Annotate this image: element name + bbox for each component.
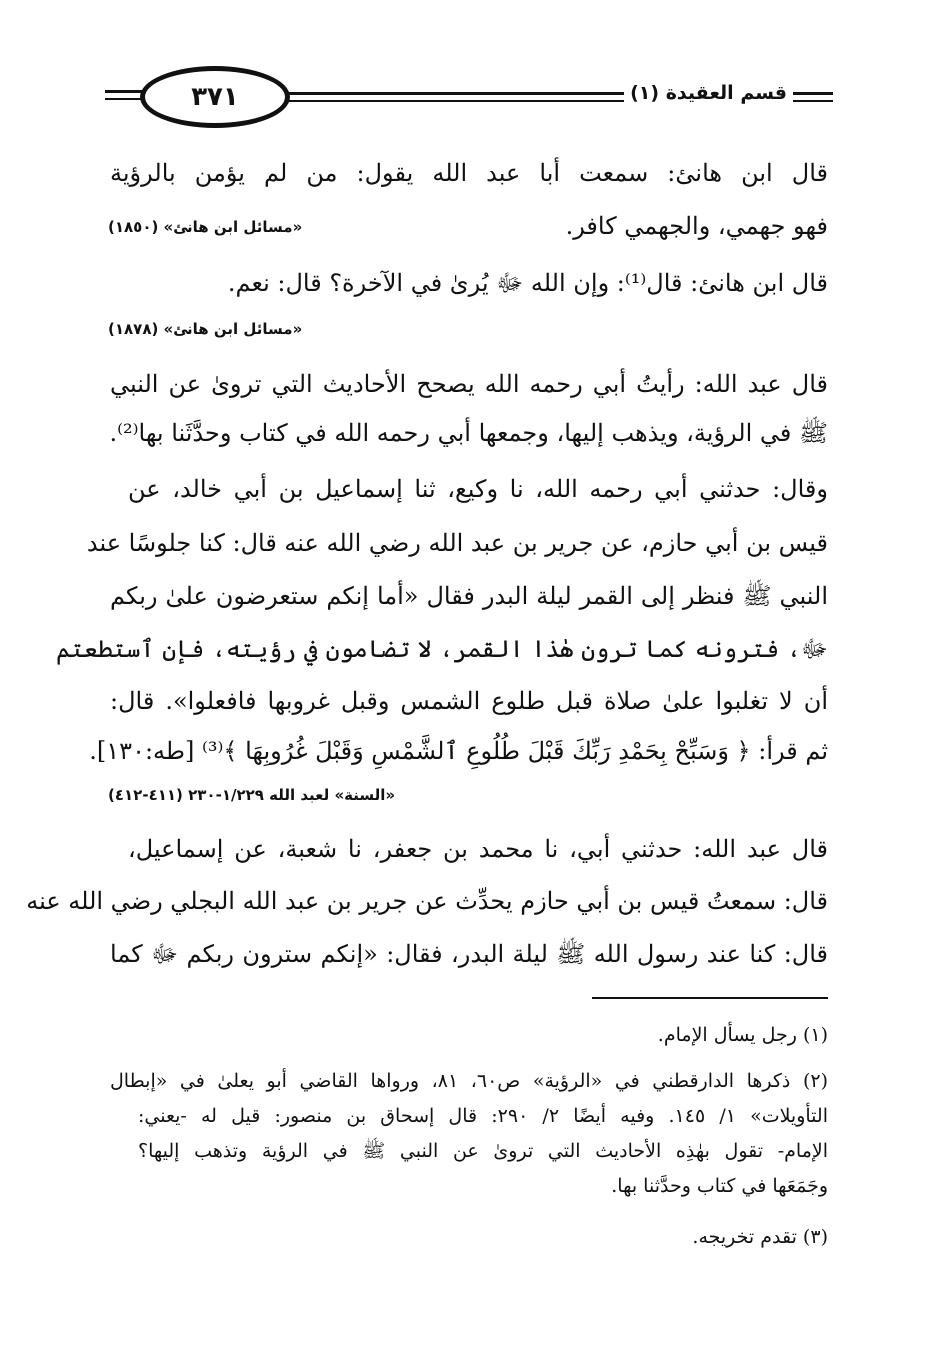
page-header: [105, 62, 833, 142]
body-line: فهو جهمي، والجهمي كافر.: [565, 212, 828, 240]
source-citation: «مسائل ابن هانئ» (١٨٥٠): [108, 218, 303, 236]
footnote-line: التأويلات» ١/ ١٤٥. وفيه أيضًا ٢/ ٢٩٠: قال إسحاق بن منصور: قيل له -يعني:: [138, 1105, 828, 1127]
running-title: قسم العقيدة (١): [624, 82, 793, 104]
body-line: قال عبد الله: حدثني أبي، نا محمد بن جعفر، نا شعبة، عن إسماعيل،: [128, 835, 828, 863]
header-rule-left-lower: [105, 98, 145, 100]
footnote-separator: [592, 997, 828, 999]
header-rule-left: [105, 90, 145, 93]
body-line: النبي ﷺ فنظر إلى القمر ليلة البدر فقال «أما إنكم ستعرضون علىٰ ربكم: [110, 582, 828, 610]
body-line: قال عبد الله: رأيتُ أبي رحمه الله يصحح الأحاديث التي تروىٰ عن النبي: [110, 370, 828, 398]
body-line: ثم قرأ: ﴿ وَسَبِّحْ بِحَمْدِ رَبِّكَ قَبْلَ طُلُوعِ ٱلشَّمْسِ وَقَبْلَ غُرُوبِهَا ﴾⁽³⁾ [طه:١٣٠].: [89, 737, 828, 765]
footnote-line: وجَمَعَها في كتاب وحدَّثنا بها.: [611, 1175, 828, 1197]
body-line: قيس بن أبي حازم، عن جرير بن عبد الله رضي الله عنه قال: كنا جلوسًا عند: [86, 529, 828, 557]
footnote-line: (١) رجل يسأل الإمام.: [657, 1024, 828, 1046]
body-line: قال: كنا عند رسول الله ﷺ ليلة البدر، فقال: «إنكم سترون ربكم ﷻ كما: [110, 940, 829, 968]
body-line: قال: سمعتُ قيس بن أبي حازم يحدِّث عن جرير بن عبد الله البجلي رضي الله عنه: [26, 887, 828, 915]
body-line: ﷺ في الرؤية، ويذهب إليها، وجمعها أبي رحمه الله في كتاب وحدَّثَنا بها⁽²⁾.: [109, 419, 828, 447]
body-line: أن لا تغلبوا علىٰ صلاة قبل طلوع الشمس وقبل غروبها فافعلوا». قال:: [110, 687, 828, 715]
page-number: ٣٧١: [140, 66, 290, 128]
source-citation: «مسائل ابن هانئ» (١٨٧٨): [108, 320, 303, 338]
source-citation: «السنة» لعبد الله ١/٢٢٩-٢٣٠ (٤١١-٤١٢): [108, 786, 396, 804]
footnote-line: (٢) ذكرها الدارقطني في «الرؤية» ص٦٠، ٨١، ورواها القاضي أبو يعلىٰ في «إبطال: [110, 1070, 828, 1092]
footnote-line: (٣) تقدم تخريجه.: [692, 1226, 828, 1248]
body-line: ﷻ، فترونه كما ترون هٰذا القمر، لا تضامون في رؤيته، فإن ٱستطعتم: [56, 635, 828, 663]
body-line: قال ابن هانئ: سمعت أبا عبد الله يقول: من لم يؤمن بالرؤية: [110, 159, 828, 187]
footnote-line: الإمام- تقول بهٰذِه الأحاديث التي تروىٰ عن النبي ﷺ في الرؤية وتذهب إليها؟: [138, 1140, 828, 1162]
body-line: وقال: حدثني أبي رحمه الله، نا وكيع، ثنا إسماعيل بن أبي خالد، عن: [128, 475, 828, 503]
body-line: قال ابن هانئ: قال⁽¹⁾: وإن الله ﷻ يُرىٰ في الآخرة؟ قال: نعم.: [227, 269, 828, 297]
